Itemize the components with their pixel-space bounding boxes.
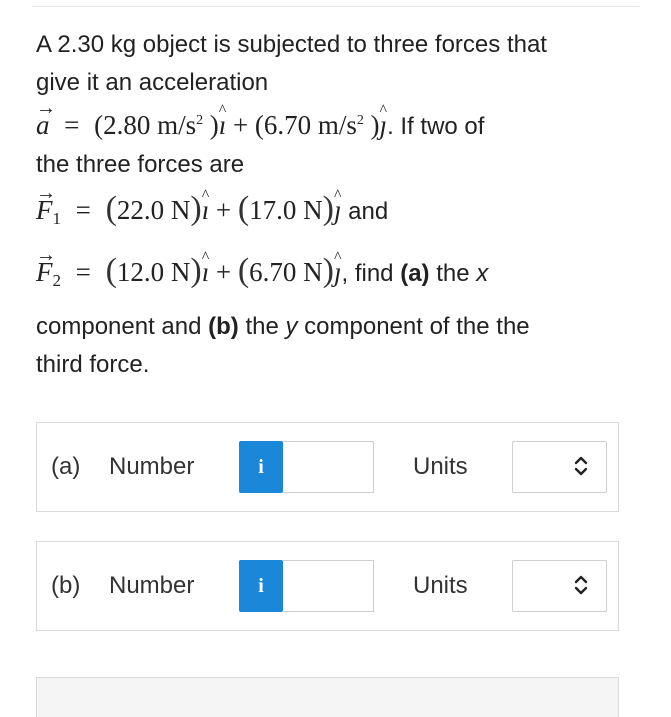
- question-line-1: A 2.30 kg object is subjected to three forces that: [36, 31, 547, 58]
- force-2-equation: → $F_2 = (12.0$ N)^ ı + (6.70 N)^ ȷ, find (a) the x: [36, 252, 636, 300]
- accel-y-close: ): [370, 110, 380, 140]
- force-1-equation: → $F_1 = (22.0$ N)^ ı + (17.0 N)^ ȷ and: [36, 190, 636, 238]
- x-variable: x: [476, 260, 489, 287]
- i-hat: ^ ı: [202, 253, 210, 291]
- answer-panel-b: [36, 541, 619, 631]
- answer-panel-a: [36, 422, 619, 512]
- part-label: (a): [51, 453, 81, 480]
- f1-x-value: 22.0 N: [116, 195, 191, 225]
- f2-y-value: 6.70 N: [249, 257, 323, 287]
- equals-sign: =: [75, 257, 91, 287]
- j-hat: ^ ȷ: [334, 253, 342, 291]
- number-input[interactable]: [283, 560, 374, 612]
- part-label: (b): [51, 572, 81, 599]
- vector-f: → F: [36, 191, 53, 229]
- equals-sign: =: [64, 110, 80, 140]
- units-label: Units: [413, 572, 468, 599]
- accel-x-value: (2.80 m/s: [94, 110, 197, 140]
- plus-sign: +: [232, 110, 249, 140]
- line7-pre: component and: [36, 313, 209, 340]
- j-hat: ^ ȷ: [334, 191, 342, 229]
- plus-sign: +: [215, 257, 232, 287]
- f1-tail-text: and: [341, 198, 389, 225]
- units-select[interactable]: [512, 441, 607, 493]
- question-line-2: give it an acceleration: [36, 69, 269, 96]
- units-label: Units: [413, 453, 468, 480]
- question-line-8: third force.: [36, 351, 150, 378]
- accel-x-close: ): [209, 110, 219, 140]
- f1-y-value: 17.0 N: [249, 195, 323, 225]
- part-a-marker: (a): [400, 260, 430, 287]
- vector-a: → a: [36, 106, 50, 144]
- equals-sign: =: [75, 195, 91, 225]
- info-button[interactable]: i: [239, 560, 283, 612]
- number-label: Number: [109, 572, 195, 599]
- f2-tail-pre: , find: [341, 260, 401, 287]
- acceleration-equation: [36, 102, 636, 146]
- f2-x-value: 12.0 N: [116, 257, 191, 287]
- f1-subscript: 1: [52, 209, 61, 228]
- info-button[interactable]: i: [239, 441, 283, 493]
- chevron-up-down-icon: [574, 574, 588, 596]
- accel-x-exponent: 2: [196, 113, 204, 128]
- chevron-up-down-icon: [574, 455, 588, 477]
- f2-subscript: 2: [52, 271, 61, 290]
- part-b-marker: (b): [208, 313, 239, 340]
- number-input[interactable]: [283, 441, 374, 493]
- line7-mid: the: [238, 313, 286, 340]
- accel-y-exponent: 2: [356, 113, 364, 128]
- units-select[interactable]: [512, 560, 607, 612]
- y-variable: y: [285, 313, 298, 340]
- line7-post: component of the the: [297, 313, 530, 340]
- question-line-7: [36, 308, 636, 346]
- question-line-4: the three forces are: [36, 151, 245, 178]
- f2-tail-mid: the: [429, 260, 477, 287]
- i-hat: ^ ı: [202, 191, 210, 229]
- textbook-media-panel[interactable]: [36, 677, 619, 717]
- plus-sign: +: [215, 195, 232, 225]
- number-label: Number: [109, 453, 195, 480]
- accel-y-value: (6.70 m/s: [254, 110, 357, 140]
- j-hat: ^ ȷ: [380, 106, 388, 144]
- i-hat: ^ ı: [219, 106, 227, 144]
- top-divider: [32, 6, 639, 7]
- accel-tail-text: . If two of: [387, 113, 485, 140]
- vector-f: → F: [36, 253, 53, 291]
- question-text: [36, 26, 636, 384]
